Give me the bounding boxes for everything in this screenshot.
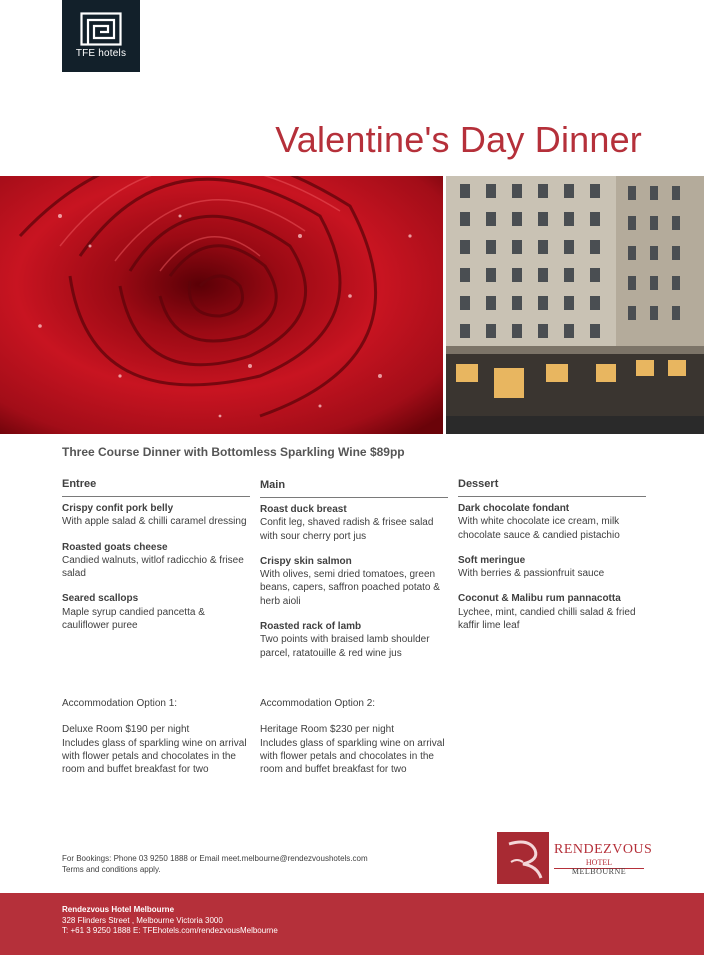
footer-address: 328 Flinders Street , Melbourne Victoria 3000 (62, 915, 223, 925)
footer-text (62, 905, 278, 937)
dish-item (260, 503, 445, 543)
rendezvous-logo-mark (497, 832, 549, 884)
dish-item (62, 541, 247, 581)
dessert-column (458, 502, 643, 644)
accommodation-option-1 (62, 697, 248, 776)
accommodation-title: Accommodation Option 2: (260, 698, 376, 709)
room-description: Includes glass of sparkling wine on arrival with flower petals and chocolates in the room and buffet breakfast for two (62, 737, 247, 776)
hotel-building-image (446, 176, 704, 434)
dish-description: With white chocolate ice cream, milk chocolate sauce & candied pistachio (458, 516, 620, 541)
booking-info (62, 853, 368, 875)
dish-description: Lychee, mint, candied chilli salad & fried kaffir lime leaf (458, 606, 636, 632)
room-price: Deluxe Room $190 per night (62, 724, 190, 736)
tfe-greek-key-icon (80, 12, 122, 46)
main-column (260, 503, 445, 672)
dish-item (62, 502, 247, 529)
dish-name: Crispy confit pork belly (62, 503, 174, 514)
accommodation-title: Accommodation Option 1: (62, 698, 178, 709)
main-heading: Main (260, 479, 448, 498)
terms-text: Terms and conditions apply. (62, 865, 161, 874)
footer-contact: T: +61 3 9250 1888 E: TFEhotels.com/rendezvousMelbourne (62, 926, 278, 935)
dish-item (458, 592, 643, 632)
dish-item (458, 554, 643, 581)
dish-item (62, 592, 247, 632)
dish-name: Roasted goats cheese (62, 541, 168, 553)
dish-name: Roast duck breast (260, 504, 347, 515)
logo-text: TFE hotels (75, 48, 127, 59)
dish-description: With berries & passionfruit sauce (458, 568, 605, 580)
footer-bar (0, 893, 704, 955)
menu-subtitle: Three Course Dinner with Bottomless Sparkling Wine $89pp (62, 445, 405, 459)
hotel-logo-name: RENDEZVOUS (554, 842, 653, 857)
dish-name: Coconut & Malibu rum pannacotta (458, 593, 621, 605)
dish-name: Roasted rack of lamb (260, 621, 362, 633)
dish-description: Confit leg, shaved radish & frisee salad with sour cherry port jus (260, 517, 434, 542)
dish-name: Soft meringue (458, 554, 526, 566)
dish-name: Dark chocolate fondant (458, 503, 570, 514)
dish-name: Crispy skin salmon (260, 555, 352, 567)
dish-description: With apple salad & chilli caramel dressing (62, 516, 247, 528)
page-title: Valentine's Day Dinner (275, 119, 642, 160)
booking-contact: For Bookings: Phone 03 9250 1888 or Email meet.melbourne@rendezvoushotels.com (62, 854, 368, 863)
tfe-hotels-logo (62, 0, 140, 72)
dish-description: Maple syrup candied pancetta & cauliflower puree (62, 606, 205, 632)
dish-item (260, 620, 445, 660)
dish-name: Seared scallops (62, 593, 139, 605)
hotel-logo-city: MELBOURNE (571, 867, 627, 876)
dish-description: With olives, semi dried tomatoes, green beans, capers, saffron poached potato & herb aioli (260, 569, 440, 607)
room-price: Heritage Room $230 per night (260, 724, 394, 736)
entree-column (62, 502, 247, 644)
room-description: Includes glass of sparkling wine on arrival with flower petals and chocolates in the room and buffet breakfast for two (260, 737, 445, 776)
dessert-heading: Dessert (458, 478, 646, 497)
rose-image (0, 176, 443, 434)
entree-heading: Entree (62, 478, 250, 497)
accommodation-option-2 (260, 697, 446, 776)
dish-item (458, 502, 643, 542)
dish-description: Candied walnuts, witlof radicchio & frisee salad (62, 554, 244, 580)
dish-description: Two points with braised lamb shoulder parcel, ratatouille & red wine jus (260, 634, 430, 659)
hotel-logo-sub: HOTEL (585, 858, 613, 867)
dish-item (260, 555, 445, 608)
footer-hotel-name: Rendezvous Hotel Melbourne (62, 905, 175, 914)
